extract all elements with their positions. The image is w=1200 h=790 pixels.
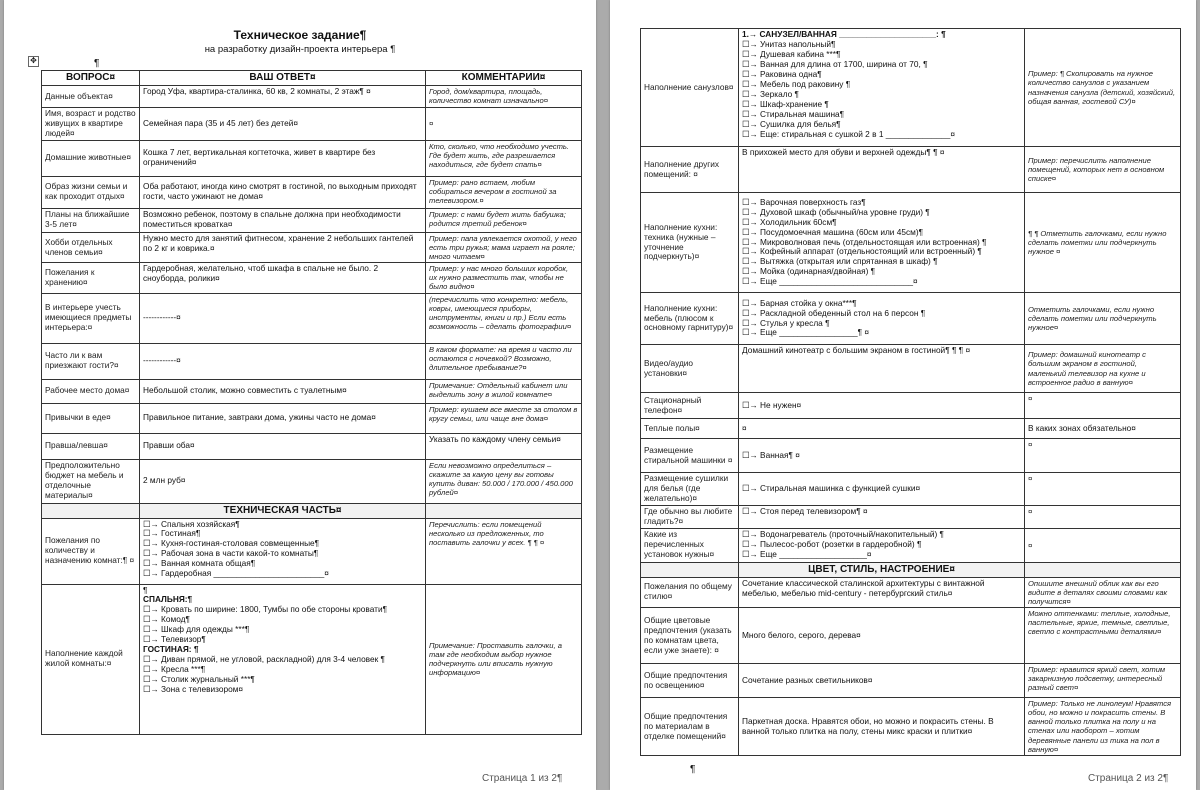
answer-cell[interactable]: Паркетная доска. Нравятся обои, но можно и покрасить стены. В ванной только плитка на полу, стены микс краски и плитки¤ [739, 698, 1025, 756]
table-row [42, 263, 582, 293]
comment-cell: ¤ [1025, 439, 1181, 473]
checkbox-item[interactable]: ☐→ Холодильник 60см¶ [742, 217, 837, 227]
question-cell: Пожелания по общему стилю¤ [641, 577, 739, 607]
comment-cell: Пример: у нас много больших коробок, их нужно разместить так, чтобы не было видно¤ [426, 263, 582, 293]
question-cell: Общие предпочтения по материалам в отделке помещений¤ [641, 698, 739, 756]
table-row [641, 345, 1181, 393]
answer-cell[interactable]: ☐→ Не нужен¤ [739, 393, 1025, 419]
question-cell: Домашние животные¤ [42, 140, 140, 176]
question-cell: Наполнение санузлов¤ [641, 29, 739, 147]
answer-cell[interactable] [140, 518, 426, 584]
comment-cell: Пример: с нами будет жить бабушка; родится третий ребенок¤ [426, 208, 582, 232]
header-comment: КОММЕНТАРИИ¤ [426, 71, 582, 86]
answer-cell[interactable]: Сочетание классической сталинской архитектуры с винтажной мебелью, мебелью mid-century - петербургский стиль¤ [739, 577, 1025, 607]
checkbox-item[interactable]: ☐→ Кровать по ширине: 1800, Тумбы по обе стороны кровати¶ [143, 605, 388, 615]
page-number: Страница 2 из 2¶ [1088, 773, 1169, 784]
section-row-technical [42, 503, 582, 518]
question-cell: В интерьере учесть имеющиеся предметы интерьера:¤ [42, 293, 140, 343]
question-cell: Какие из перечисленных установок нужны¤ [641, 528, 739, 562]
answer-cell[interactable]: Город Уфа, квартира-сталинка, 60 кв, 2 комнаты, 2 этаж¶ ¤ [140, 86, 426, 108]
comment-cell: Можно оттенками: теплые, холодные, пастельные, яркие, темные, светлые, светло с контрастными деталями¤ [1025, 608, 1181, 664]
answer-cell[interactable]: Сочетание разных светильников¤ [739, 664, 1025, 698]
checkbox-item[interactable]: ☐→ Еще _____________________________¤ [742, 277, 918, 287]
comment-cell: Перечислить: если помещений несколько из предложенных, то поставить галочки у всех. ¶ ¶ ¤ [426, 518, 582, 584]
table-row [641, 473, 1181, 506]
checkbox-item[interactable]: ☐→ Гостиная¶ [143, 529, 201, 539]
question-cell: Пожелания по количеству и назначению комнат:¶ ¤ [42, 518, 140, 584]
table-row [42, 403, 582, 433]
comment-cell: (перечислить что конкретно: мебель, ковры, имеющиеся приборы, инструменты, книги и пр.) Если есть возможность – сделать фотографии¤ [426, 293, 582, 343]
checkbox-item[interactable]: ☐→ Мойка (одинарная/двойная) ¶ [742, 267, 876, 277]
checkbox-item[interactable]: ☐→ Посудомоечная машина (60см или 45см)¶ [742, 227, 924, 237]
comment-cell: ¤ [1025, 505, 1181, 528]
comment-cell: ¤ [426, 108, 582, 141]
checkbox-item[interactable]: ☐→ Еще ___________________¤ [742, 549, 872, 559]
answer-cell[interactable]: Оба работают, иногда кино смотрят в гостиной, по выходным приходят гости, часто ужинают не дома¤ [140, 176, 426, 208]
comment-cell: Пример: рано встаем, любим собираться вечером в гостиной за телевизором.¤ [426, 176, 582, 208]
subheading-living: ГОСТИНАЯ: ¶ [143, 644, 199, 655]
answer-cell[interactable] [140, 584, 426, 734]
checkbox-item[interactable]: ☐→ Зеркало ¶ [742, 89, 800, 99]
answer-cell[interactable]: ☐→ Стиральная машинка с функцией сушки¤ [739, 473, 1025, 506]
checkbox-item[interactable]: ☐→ Микроволновая печь (отдельностоящая или встроенная) ¶ [742, 237, 987, 247]
table-row [641, 193, 1181, 293]
comment-cell: Опишите внешний облик как вы его видите в деталях своими словами как получится¤ [1025, 577, 1181, 607]
comment-cell: Примечание: Отдельный кабинет или выделить зону в жилой комнате¤ [426, 379, 582, 403]
checkbox-item[interactable]: ☐→ Раскладной обеденный стол на 6 персон ¶ [742, 308, 926, 318]
table-row [42, 208, 582, 232]
answer-cell[interactable]: В прихожей место для обуви и верхней одежды¶ ¶ ¤ [739, 147, 1025, 193]
checkbox-item[interactable]: ☐→ Духовой шкаф (обычный/на уровне груди) ¶ [742, 207, 930, 217]
question-cell: Пожелания к хранению¤ [42, 263, 140, 293]
checkbox-item[interactable]: ☐→ Еще: стиральная с сушкой 2 в 1 ______________¤ [742, 129, 955, 139]
question-cell: Данные объекта¤ [42, 86, 140, 108]
comment-cell: В каком формате: на время и часто ли остаются с ночевкой? Возможно, длительное пребывание?¤ [426, 343, 582, 379]
question-cell: Размещение стиральной машинки ¤ [641, 439, 739, 473]
subheading-bedroom: СПАЛЬНЯ:¶ [143, 594, 193, 605]
question-cell: Планы на ближайшие 3-5 лет¤ [42, 208, 140, 232]
question-cell: Размещение сушилки для белья (где желательно)¤ [641, 473, 739, 506]
question-cell: Наполнение каждой жилой комнаты:¤ [42, 584, 140, 734]
answer-cell[interactable]: ------------¤ [140, 343, 426, 379]
answer-cell[interactable] [739, 193, 1025, 293]
checkbox-item[interactable]: ☐→ Телевизор¶ [143, 635, 206, 645]
comment-cell: ¤ [1025, 528, 1181, 562]
checkbox-item[interactable]: ☐→ Рабочая зона в части какой-то комнаты¶ [143, 549, 319, 559]
section-title: ТЕХНИЧЕСКАЯ ЧАСТЬ¤ [140, 503, 426, 518]
checkbox-item[interactable]: ☐→ Стиральная машина¶ [742, 109, 845, 119]
table-row [641, 419, 1181, 439]
table-row [641, 393, 1181, 419]
page-number: Страница 1 из 2¶ [482, 773, 563, 784]
section-row-style [641, 562, 1181, 577]
subheading-bathroom: 1.→ САНУЗЕЛ/ВАННАЯ _____________________: ¶ [742, 29, 946, 39]
paragraph-mark: ¶ [143, 585, 148, 595]
answer-cell[interactable]: ¤ [739, 419, 1025, 439]
comment-cell: Указать по каждому члену семьи¤ [426, 433, 582, 459]
table-row [42, 293, 582, 343]
checkbox-item[interactable]: ☐→ Комод¶ [143, 615, 190, 625]
comment-cell: Отметить галочками, если нужно сделать пометки или подчеркнуть нужное¤ [1025, 293, 1181, 345]
question-cell: Наполнение кухни: мебель (плюсом к основному гарнитуру)¤ [641, 293, 739, 345]
paragraph-mark: ¶ [690, 764, 696, 775]
table-row [42, 108, 582, 141]
table-row [641, 293, 1181, 345]
paragraph-mark: ¶ [94, 58, 100, 69]
question-cell: Предположительно бюджет на мебель и отделочные материалы¤ [42, 459, 140, 503]
answer-cell[interactable]: Много белого, серого, дерева¤ [739, 608, 1025, 664]
question-cell: Часто ли к вам приезжают гости?¤ [42, 343, 140, 379]
comment-cell: Город, дом/квартира, площадь, количество комнат изначально¤ [426, 86, 582, 108]
comment-cell: ¤ [1025, 393, 1181, 419]
checkbox-item[interactable]: ☐→ Шкаф-хранение ¶ [742, 99, 829, 109]
document-title: Техническое задание¶ [233, 28, 367, 42]
question-cell: Привычки в еде¤ [42, 403, 140, 433]
brief-table-1 [41, 70, 582, 735]
checkbox-item[interactable]: ☐→ Кофейный аппарат (отдельностоящий или встроенный) ¶ [742, 247, 982, 257]
answer-cell[interactable]: Возможно ребенок, поэтому в спальне должна при необходимости поместиться кроватка¤ [140, 208, 426, 232]
answer-cell[interactable]: Небольшой столик, можно совместить с туалетным¤ [140, 379, 426, 403]
checkbox-item[interactable]: ☐→ Гардеробная ________________________¤ [143, 569, 329, 579]
question-cell: Наполнение кухни: техника (нужные – уточнение подчеркнуть)¤ [641, 193, 739, 293]
comment-cell: Пример: перечислить наполнение помещений, которых нет в основном списке¤ [1025, 147, 1181, 193]
comment-cell: Пример: ¶ Скопировать на нужное количество санузлов с указанием назначения санузла (детский, хозяйский, общая ванная, гостевой СУ)¤ [1025, 29, 1181, 147]
table-row [42, 343, 582, 379]
checkbox-item[interactable]: ☐→ Кресла ***¶ [143, 665, 206, 675]
table-row [42, 379, 582, 403]
question-cell: Теплые полы¤ [641, 419, 739, 439]
table-row [641, 698, 1181, 756]
document-page-1 [4, 0, 596, 790]
comment-cell: Кто, сколько, что необходимо учесть. Где будет жить, где разрешается находиться, где будет спать¤ [426, 140, 582, 176]
answer-cell[interactable]: Правильное питание, завтраки дома, ужины часто не дома¤ [140, 403, 426, 433]
checkbox-item[interactable]: ☐→ Водонагреватель (проточный/накопительный) ¶ [742, 529, 944, 539]
answer-cell[interactable]: ------------¤ [140, 293, 426, 343]
comment-cell: Пример: домашний кинотеатр с большим экраном в гостиной, маленький телевизор на кухне и встроенное радио в ванную¤ [1025, 345, 1181, 393]
comment-cell: В каких зонах обязательно¤ [1025, 419, 1181, 439]
table-row [42, 584, 582, 734]
answer-cell[interactable]: 2 млн руб¤ [140, 459, 426, 503]
comment-cell: Пример: папа увлекается охотой, у него есть три ружья; мама играет на рояле; много читаем¤ [426, 232, 582, 262]
checkbox-item[interactable]: ☐→ Спальня хозяйская¶ [143, 519, 240, 529]
question-cell: Правша/левша¤ [42, 433, 140, 459]
question-cell: Стационарный телефон¤ [641, 393, 739, 419]
checkbox-item[interactable]: ☐→ Душевая кабина ***¶ [742, 49, 841, 59]
checkbox-item[interactable]: ☐→ Варочная поверхность газ¶ [742, 197, 866, 207]
header-question: ВОПРОС¤ [42, 71, 140, 86]
table-row [42, 433, 582, 459]
checkbox-item[interactable]: ☐→ Кухня-гостиная-столовая совмещенные¶ [143, 539, 320, 549]
answer-cell[interactable]: ☐→ Ванная¶ ¤ [739, 439, 1025, 473]
document-page-2 [610, 0, 1196, 790]
table-row [641, 29, 1181, 147]
answer-cell[interactable]: Домашний кинотеатр с большим экраном в гостиной¶ ¶ ¶ ¤ [739, 345, 1025, 393]
answer-cell[interactable]: Нужно место для занятий фитнесом, хранение 2 небольших гантелей по 2 кг и коврика.¤ [140, 232, 426, 262]
checkbox-item[interactable]: ☐→ Еще _________________¶ ¤ [742, 328, 870, 338]
checkbox-item[interactable]: ☐→ Диван прямой, не угловой, раскладной) для 3-4 человек ¶ [143, 655, 385, 665]
answer-cell[interactable]: ☐→ Стоя перед телевизором¶ ¤ [739, 505, 1025, 528]
checkbox-item[interactable]: ☐→ Унитаз напольный¶ [742, 39, 836, 49]
section-title: ЦВЕТ, СТИЛЬ, НАСТРОЕНИЕ¤ [739, 562, 1025, 577]
answer-cell[interactable] [739, 29, 1025, 147]
checkbox-item[interactable]: ☐→ Вытяжка (открытая или спрятанная в шкаф) ¶ [742, 257, 938, 267]
checkbox-item[interactable]: ☐→ Столик журнальный ***¶ [143, 675, 255, 685]
comment-cell: Пример: Только не линолеум! Нравятся обои, но можно и покрасить стены. В ванной только плитка на полу и на стенах или наоборот – хотим деревянные панели из тика на пол в ванную¤ [1025, 698, 1181, 756]
table-row [641, 147, 1181, 193]
question-cell: Имя, возраст и родство живущих в квартире людей¤ [42, 108, 140, 141]
table-row [42, 86, 582, 108]
comment-cell: Если невозможно определиться – скажите за какую цену вы готовы купить диван: 50.000 / 170.000 / 450.000 рублей¤ [426, 459, 582, 503]
comment-cell: Пример: кушаем все вместе за столом в кругу семьи, или чаще вне дома¤ [426, 403, 582, 433]
table-row [641, 577, 1181, 607]
comment-cell: ¶ ¶ Отметить галочками, если нужно сделать пометки или подчеркнуть нужное ¤ [1025, 193, 1181, 293]
answer-cell[interactable]: Гардеробная, желательно, чтоб шкафа в спальне не было. 2 сноуборда, ролики¤ [140, 263, 426, 293]
table-row [42, 140, 582, 176]
table-row [42, 459, 582, 503]
answer-cell[interactable] [739, 528, 1025, 562]
answer-cell[interactable]: Правши оба¤ [140, 433, 426, 459]
table-move-handle-icon[interactable]: ✥ [28, 56, 39, 67]
comment-cell: ¤ [1025, 473, 1181, 506]
question-cell: Где обычно вы любите гладить?¤ [641, 505, 739, 528]
checkbox-item[interactable]: ☐→ Ванная для длина от 1700, ширина от 70, ¶ [742, 59, 928, 69]
table-row [42, 176, 582, 208]
brief-table-2 [640, 28, 1181, 756]
checkbox-item[interactable]: ☐→ Шкаф для одежды ***¶ [143, 625, 250, 635]
comment-cell: Примечание: Проставить галочки, а там где необходим выбор нужное подчеркнуть или вписать нужную информацию¤ [426, 584, 582, 734]
header-answer: ВАШ ОТВЕТ¤ [140, 71, 426, 86]
question-cell: Образ жизни семьи и как проходит отдых¤ [42, 176, 140, 208]
checkbox-item[interactable]: ☐→ Стулья у кресла ¶ [742, 318, 830, 328]
question-cell: Общие цветовые предпочтения (указать по комнатам цвета, если уже знаете): ¤ [641, 608, 739, 664]
table-row [42, 232, 582, 262]
table-row [641, 505, 1181, 528]
table-row [641, 528, 1181, 562]
question-cell: Видео/аудио установки¤ [641, 345, 739, 393]
checkbox-item[interactable]: ☐→ Сушилка для белья¶ [742, 119, 841, 129]
document-subtitle: на разработку дизайн-проекта интерьера ¶ [204, 44, 396, 55]
table-row [641, 439, 1181, 473]
checkbox-item[interactable]: ☐→ Барная стойка у окна***¶ [742, 298, 857, 308]
checkbox-item[interactable]: ☐→ Ванная комната общая¶ [143, 559, 256, 569]
checkbox-item[interactable]: ☐→ Зона с телевизором¤ [143, 685, 244, 695]
table-row [641, 608, 1181, 664]
answer-cell[interactable]: Семейная пара (35 и 45 лет) без детей¤ [140, 108, 426, 141]
table-row [641, 664, 1181, 698]
table-row [42, 518, 582, 584]
checkbox-item[interactable]: ☐→ Мебель под раковину ¶ [742, 79, 851, 89]
question-cell: Общие предпочтения по освещению¤ [641, 664, 739, 698]
question-cell: Рабочее место дома¤ [42, 379, 140, 403]
question-cell: Наполнение других помещений: ¤ [641, 147, 739, 193]
comment-cell: Пример: нравится яркий свет, хотим закарнизную подсветку, интересный разный свет¤ [1025, 664, 1181, 698]
answer-cell[interactable]: Кошка 7 лет, вертикальная когтеточка, живет в квартире без ограничений¤ [140, 140, 426, 176]
checkbox-item[interactable]: ☐→ Раковина одна¶ [742, 69, 822, 79]
checkbox-item[interactable]: ☐→ Пылесос-робот (розетки в гардеробной) ¶ [742, 539, 922, 549]
question-cell: Хобби отдельных членов семьи¤ [42, 232, 140, 262]
answer-cell[interactable] [739, 293, 1025, 345]
